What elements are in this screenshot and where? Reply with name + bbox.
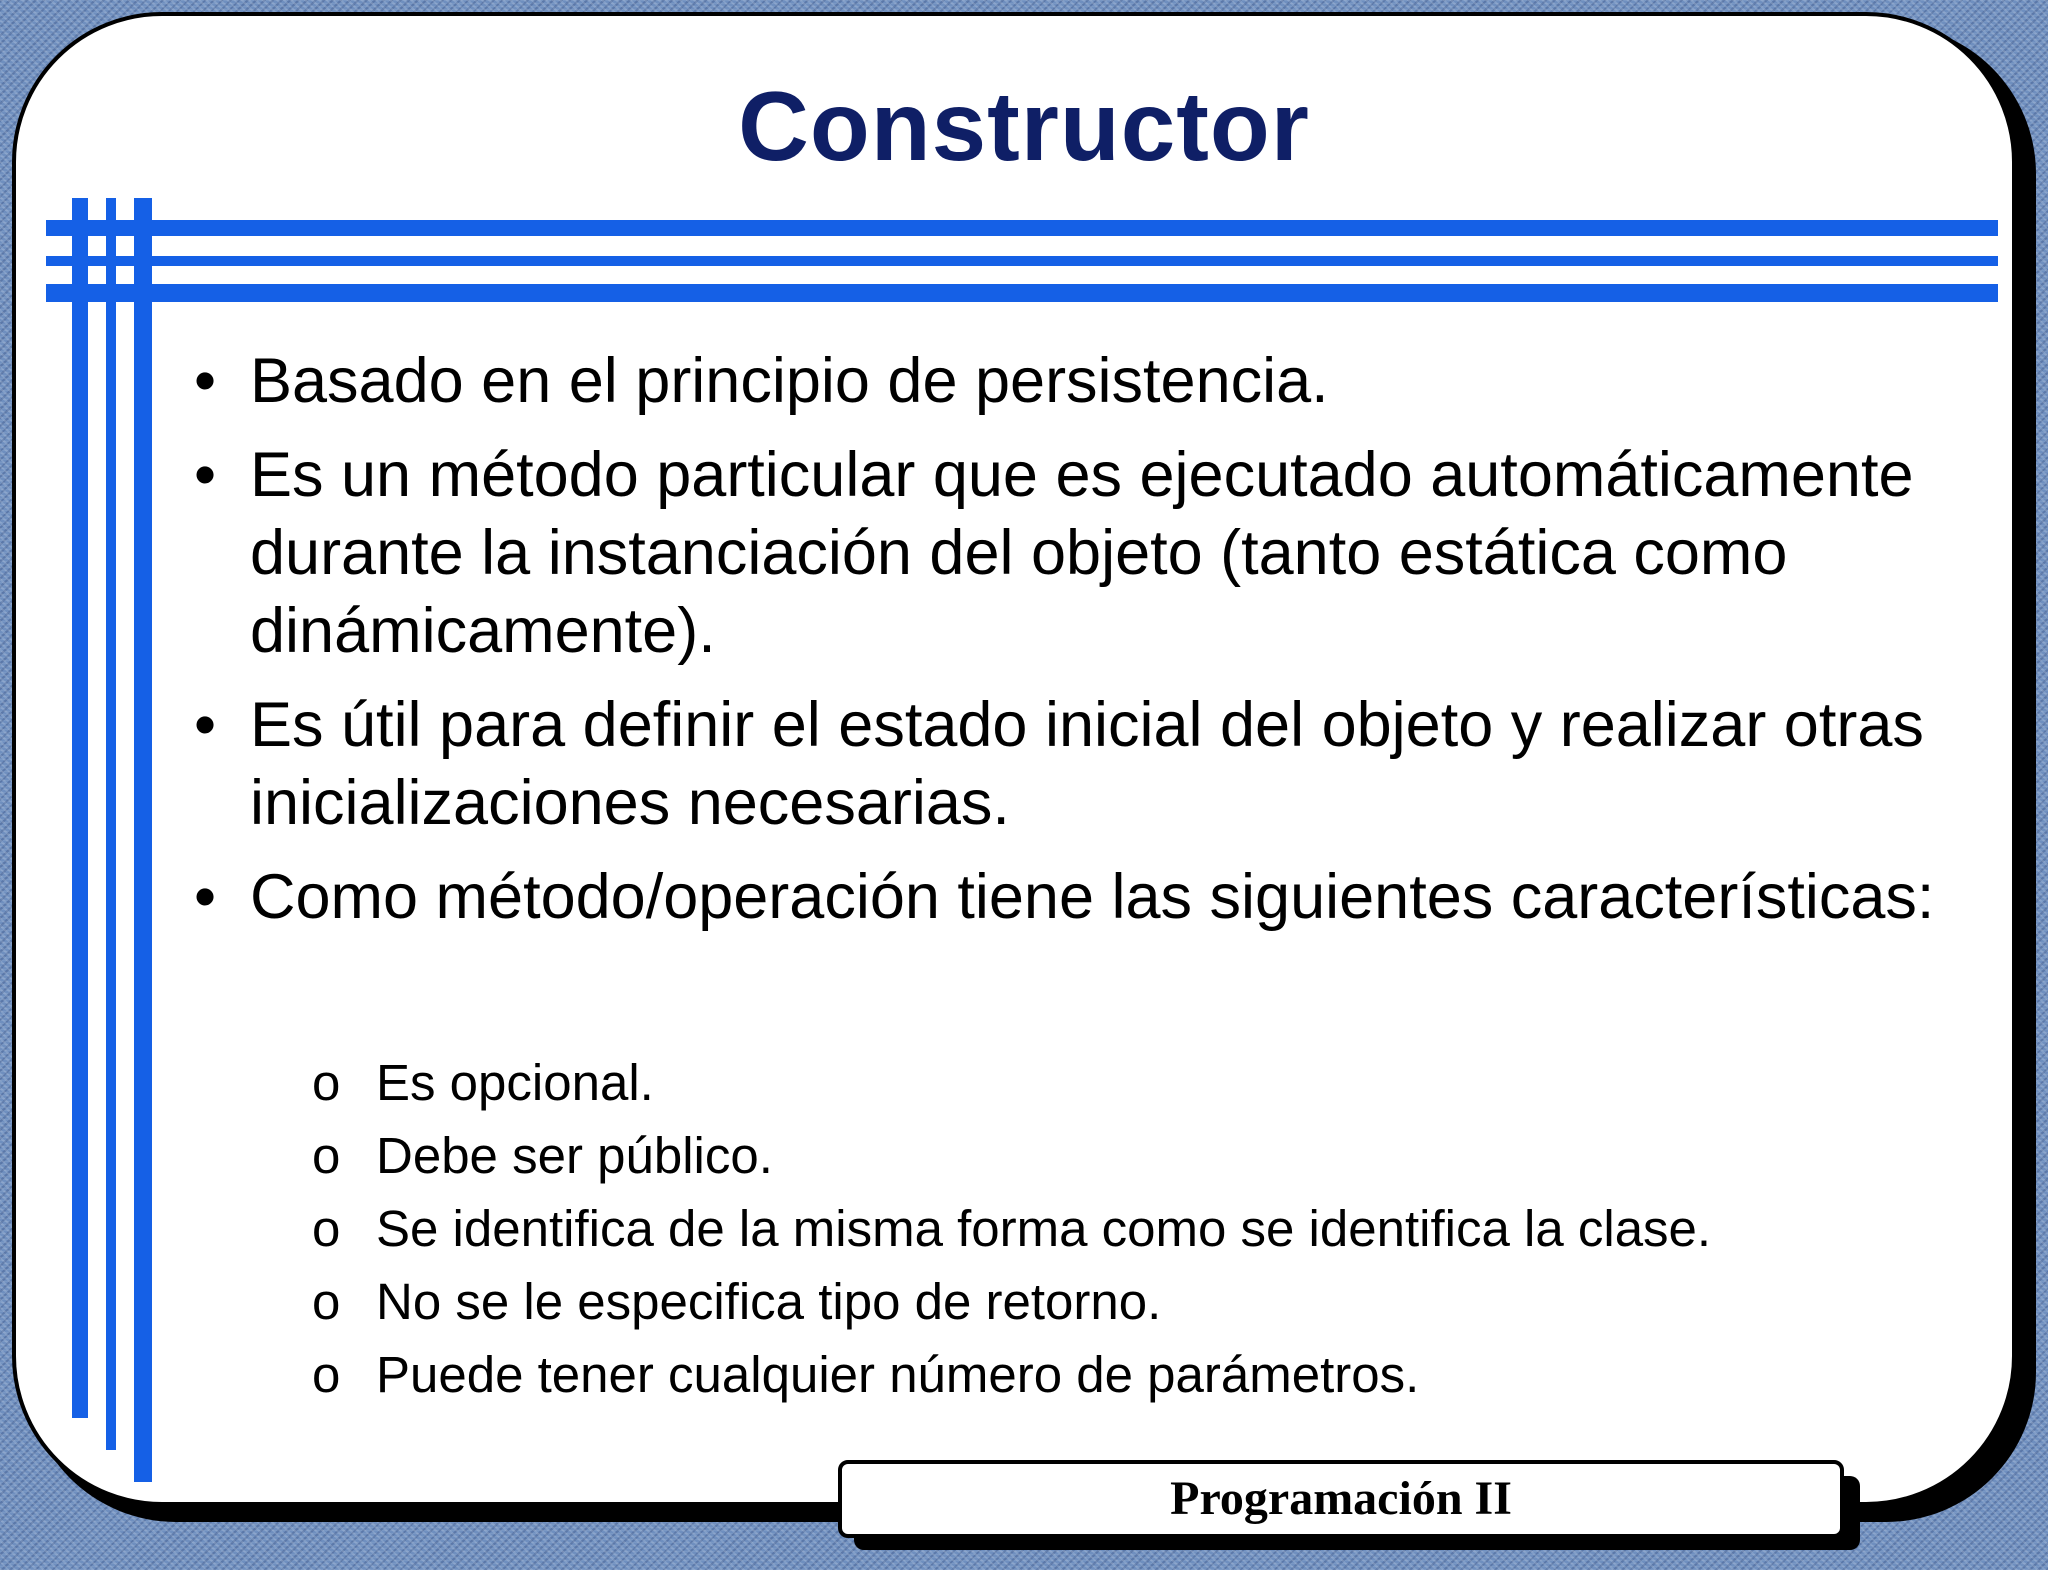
bullet-dot-icon: •	[193, 440, 217, 510]
sub-bullet-item	[312, 1046, 1992, 1119]
sub-bullet-item	[312, 1119, 1992, 1192]
sub-bullet-marker-icon: o	[312, 1200, 341, 1257]
sub-bullet-text: Debe ser público.	[376, 1127, 773, 1184]
sub-bullet-marker-icon: o	[312, 1127, 341, 1184]
sub-bullet-marker-icon: o	[312, 1054, 341, 1111]
sub-bullet-item	[312, 1192, 1992, 1265]
header-stripe-top	[46, 220, 1998, 236]
bullet-text: Como método/operación tiene las siguientes características:	[250, 862, 1935, 932]
sub-bullet-text: Se identifica de la misma forma como se identifica la clase.	[376, 1200, 1712, 1257]
bullet-item	[190, 686, 1990, 842]
bullet-text: Basado en el principio de persistencia.	[250, 346, 1329, 416]
bullet-text: Es un método particular que es ejecutado automáticamente durante la instanciación del objeto (tanto estática como dinámicamente).	[250, 440, 1914, 666]
side-stripe-right	[134, 198, 152, 1482]
bullet-dot-icon: •	[193, 862, 217, 932]
footer-label: Programación II	[838, 1460, 1844, 1538]
bullet-item	[190, 436, 1990, 670]
header-stripe-bottom	[46, 284, 1998, 302]
bullet-item	[190, 858, 1990, 936]
side-stripe-left	[72, 198, 88, 1418]
header-stripe-middle	[46, 256, 1998, 266]
sub-bullet-list	[312, 1046, 1992, 1411]
bullet-dot-icon: •	[193, 346, 217, 416]
bullet-item	[190, 342, 1990, 420]
sub-bullet-text: Es opcional.	[376, 1054, 654, 1111]
slide-title: Constructor	[738, 71, 1310, 181]
sub-bullet-item	[312, 1265, 1992, 1338]
bullet-dot-icon: •	[193, 690, 217, 760]
bullet-text: Es útil para definir el estado inicial del objeto y realizar otras inicializaciones necesarias.	[250, 690, 1924, 838]
sub-bullet-text: Puede tener cualquier número de parámetros.	[376, 1346, 1420, 1403]
sub-bullet-marker-icon: o	[312, 1346, 341, 1403]
side-stripe-middle	[106, 198, 116, 1450]
sub-bullet-text: No se le especifica tipo de retorno.	[376, 1273, 1162, 1330]
sub-bullet-item	[312, 1338, 1992, 1411]
sub-bullet-marker-icon: o	[312, 1273, 341, 1330]
bullet-list	[190, 342, 1990, 952]
